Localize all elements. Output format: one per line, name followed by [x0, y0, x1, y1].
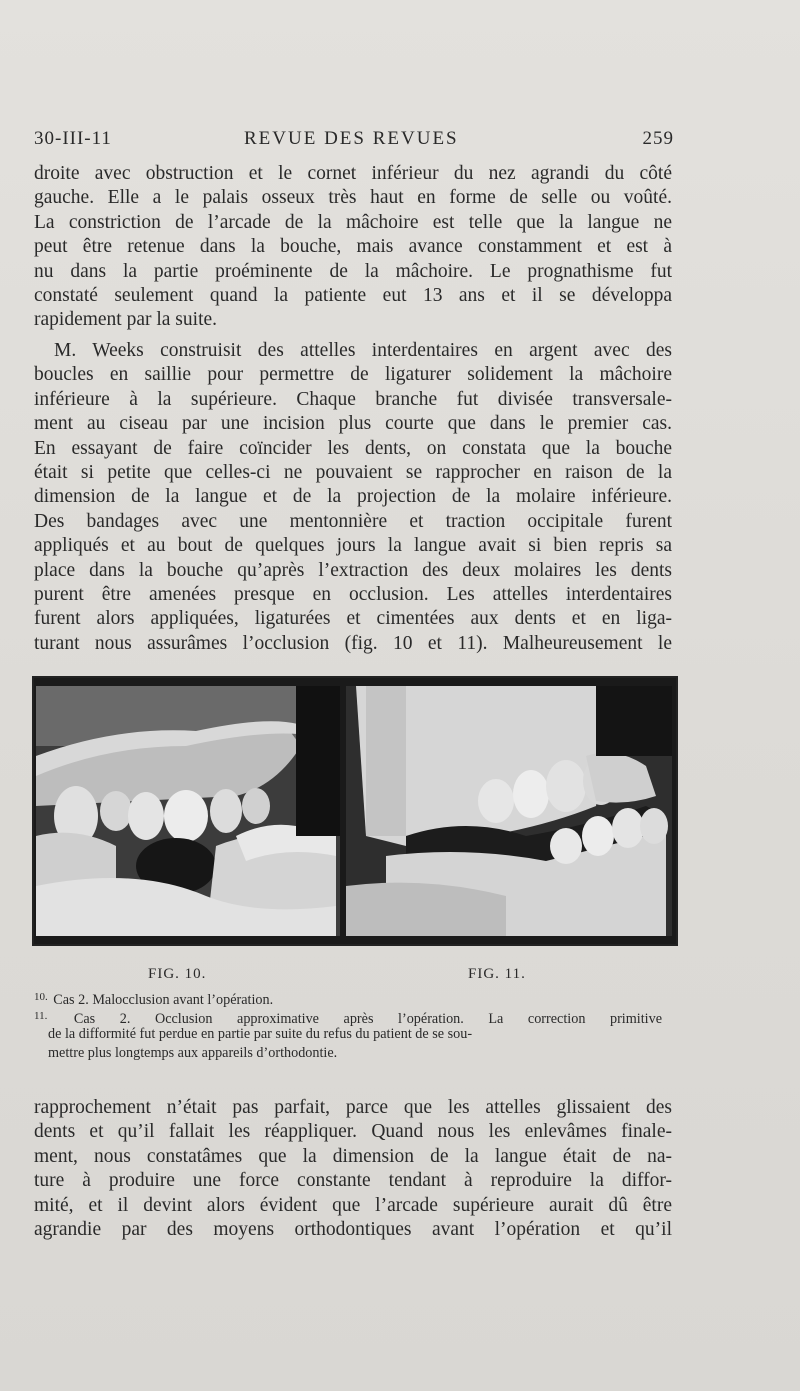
paragraph-1 — [34, 162, 672, 333]
note-line — [34, 1025, 662, 1044]
text-line: En essayant de faire coïncider les dents, on constata que la bouche — [34, 437, 672, 459]
text-line: purent être amenées presque en occlusion. Les attelles interdentaires — [34, 583, 672, 605]
paragraph-2 — [34, 339, 672, 656]
note-line — [34, 988, 662, 1007]
figure-11-photo — [346, 686, 672, 936]
text-line: droite avec obstruction et le cornet inférieur du nez agrandi du côté — [34, 163, 672, 184]
text-line: constaté seulement quand la patiente eut 13 ans et il se développa — [34, 284, 672, 306]
text-line: appliqués et au bout de quelques jours la langue avait si bien repris sa — [34, 535, 672, 557]
paragraph-3 — [34, 1096, 672, 1242]
text-line: gauche. Elle a le palais osseux très haut en forme de selle ou voûté. — [34, 187, 672, 209]
text-line: inférieure à la supérieure. Chaque branche fut divisée transversale- — [34, 388, 672, 410]
figure-10-label: FIG. 10. — [148, 966, 207, 982]
text-line: M. Weeks construisit des attelles interdentaires en argent avec des — [54, 340, 672, 361]
text-line: nu dans la partie proéminente de la mâchoire. Le prognathisme fut — [34, 260, 672, 282]
note-line — [34, 1007, 662, 1026]
note-text: de la difformité fut perdue en partie par suite du refus du patient de se sou- — [48, 1026, 473, 1042]
text-line: ment, nous constatâmes que la dimension de la langue était de na- — [34, 1145, 672, 1167]
text-line: ment au ciseau par une incision plus courte que dans le premier cas. — [34, 413, 672, 435]
text-line: rapprochement n’était pas parfait, parce que les attelles glissaient des — [34, 1097, 672, 1118]
figure-photographs — [32, 676, 678, 946]
figure-10-photo — [36, 686, 340, 936]
figure-notes — [34, 988, 662, 1062]
text-line: boucles en saillie pour permettre de ligaturer solidement la mâchoire — [34, 364, 672, 386]
figure-11-label: FIG. 11. — [468, 966, 526, 982]
note-text: Cas 2. Occlusion approximative après l’opération. La correction primitive — [73, 1010, 662, 1027]
text-line: mité, et il devint alors évident que l’arcade supérieure aurait dû être — [34, 1194, 672, 1216]
note-text: Cas 2. Malocclusion avant l’opération. — [53, 992, 274, 1008]
note-number: 11. — [34, 1009, 48, 1022]
text-line: était si petite que celles-ci ne pouvaient se rapprocher en raison de la — [34, 461, 672, 483]
text-line: peut être retenue dans la bouche, mais avance constamment et est à — [34, 236, 672, 258]
text-line: rapidement par la suite. — [34, 309, 218, 331]
text-line: ture à produire une force constante tendant à reproduire la diffor- — [34, 1170, 672, 1192]
text-line: turant nous assurâmes l’occlusion (fig. 10 et 11). Malheureusement le — [34, 632, 672, 654]
note-number: 10. — [34, 991, 48, 1003]
note-line — [34, 1044, 662, 1063]
text-line: furent alors appliquées, ligaturées et cimentées aux dents et en liga- — [34, 608, 672, 630]
running-head — [34, 128, 674, 158]
text-line: La constriction de l’arcade de la mâchoire est telle que la langue ne — [34, 211, 672, 233]
text-line: dimension de la langue et de la projection de la molaire inférieure. — [34, 486, 672, 508]
header-title: REVUE DES REVUES — [244, 128, 459, 149]
note-text: mettre plus longtemps aux appareils d’orthodontie. — [48, 1044, 338, 1061]
page-number: 259 — [642, 128, 674, 149]
header-date: 30-III-11 — [34, 128, 112, 149]
text-line: dents et qu’il fallait les réappliquer. Quand nous les enlevâmes finale- — [34, 1121, 672, 1143]
text-line: Des bandages avec une mentonnière et traction occipitale furent — [34, 510, 672, 532]
text-line: agrandie par des moyens orthodontiques avant l’opération et qu’il — [34, 1218, 672, 1240]
text-line: place dans la bouche qu’après l’extraction des deux molaires les dents — [34, 559, 672, 581]
